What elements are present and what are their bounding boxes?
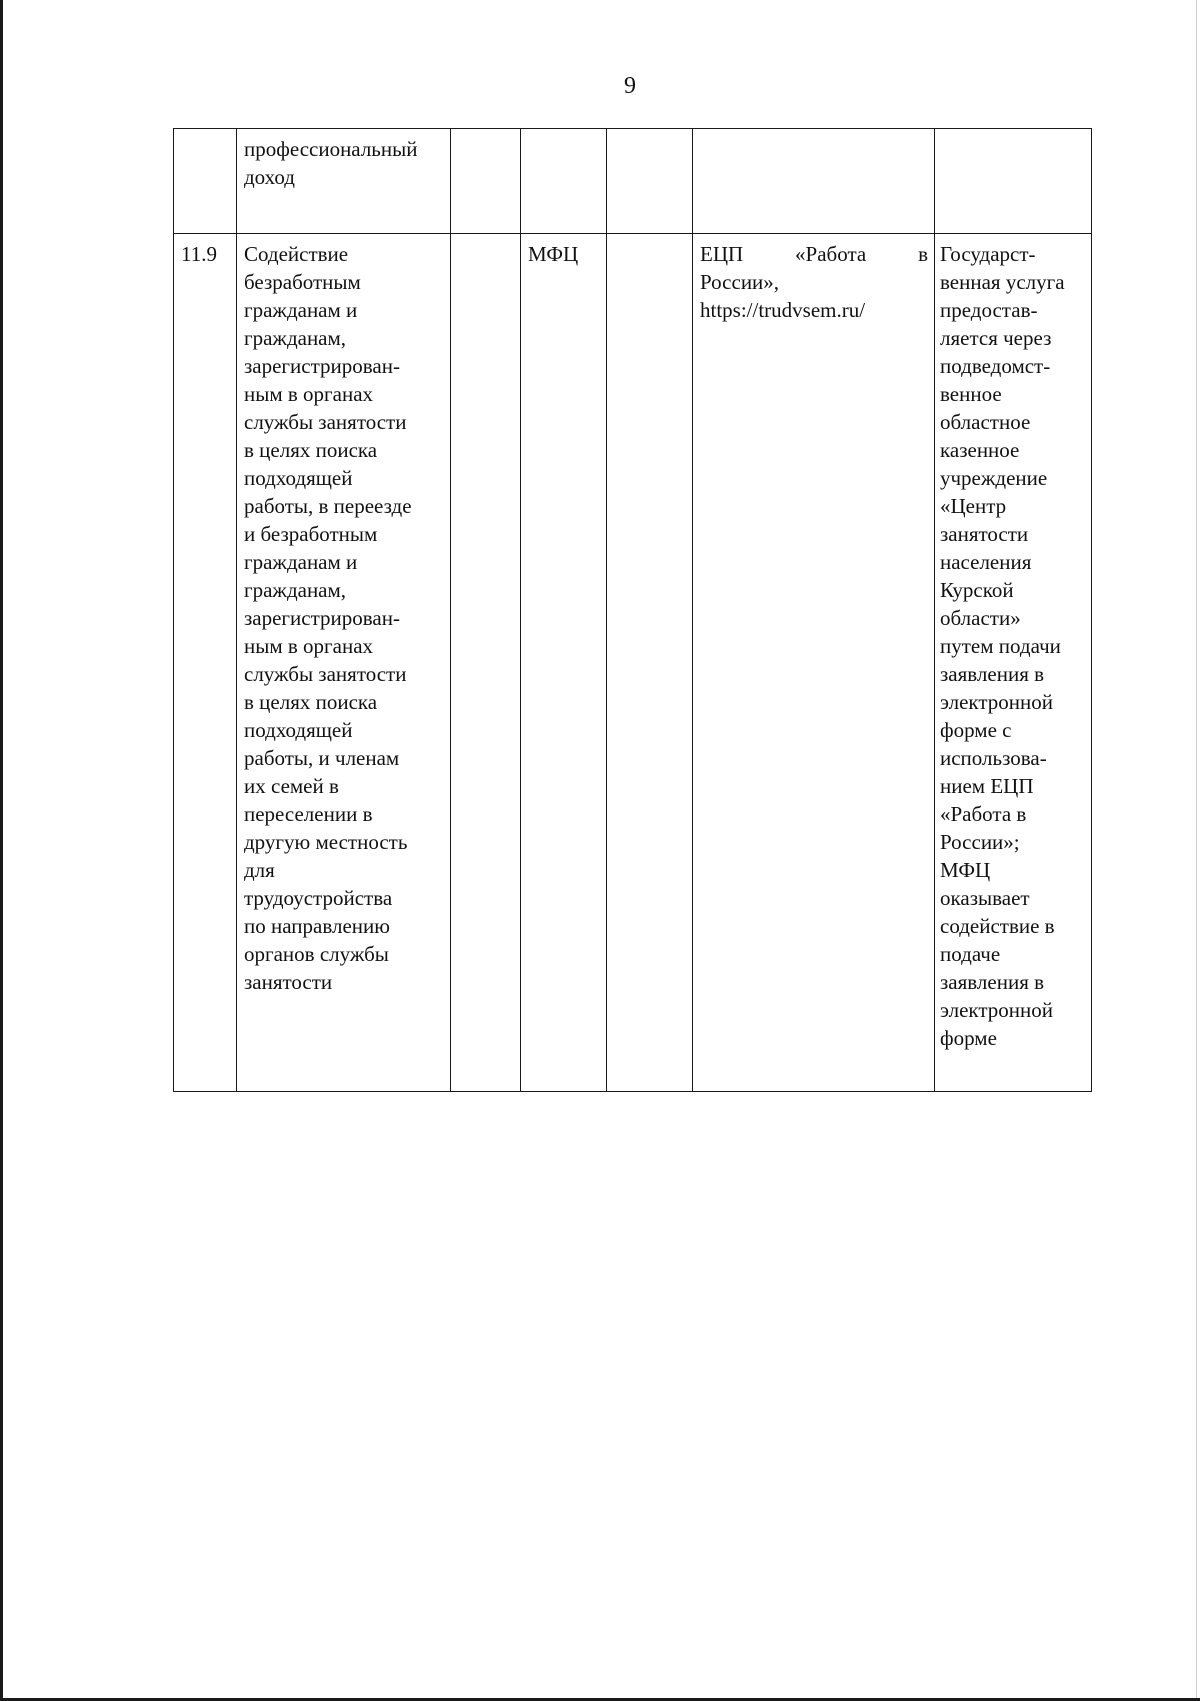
portal-line-1	[700, 240, 928, 268]
scan-edge-right	[1196, 0, 1197, 1701]
scan-edge-left	[0, 0, 3, 1701]
table-row-11-9	[174, 234, 1092, 1092]
portal-word-1: ЕЦП	[700, 242, 744, 266]
cell-service-name	[237, 234, 451, 1092]
page-number: 9	[624, 73, 636, 99]
service-name-text: Содействие безработным гражданам и гражданам, зарегистрирован- ным в органах службы занятости в целях поиска подходящей работы, в переезде и безработным гражданам и гражданам, зарегистрирован- ным в органах службы занятости в целях поиска подходящей работы, и членам их семей в переселении в другую местность для трудоустройства по направлению органов службы занятости	[244, 242, 412, 994]
cell-empty-3	[451, 234, 521, 1092]
portal-word-2: «Работа	[795, 242, 867, 266]
cell-service-name	[237, 129, 451, 234]
note-text: Государст- венная услуга предостав- ляется через подведомст- венное областное казенное учреждение «Центр занятости населения Курской области» путем подачи заявления в электронной форме с использова- нием ЕЦП «Работа в России»; МФЦ оказывает содействие в подаче заявления в электронной форме	[940, 242, 1065, 1050]
cell-number-empty	[174, 129, 237, 234]
cell-portal	[693, 234, 935, 1092]
cell-empty-6	[693, 129, 935, 234]
service-name-text: профессиональный доход	[244, 137, 418, 189]
cell-note	[935, 234, 1092, 1092]
cell-provider	[521, 234, 607, 1092]
provider-text: МФЦ	[528, 242, 579, 266]
services-table	[173, 128, 1092, 1092]
portal-line-2: России»,	[700, 270, 780, 294]
cell-empty-3	[451, 129, 521, 234]
table-row-continuation	[174, 129, 1092, 234]
cell-number	[174, 234, 237, 1092]
cell-empty-7	[935, 129, 1092, 234]
cell-empty-5	[607, 234, 693, 1092]
cell-empty-5	[607, 129, 693, 234]
portal-word-3: в	[918, 242, 928, 266]
row-number: 11.9	[181, 242, 217, 266]
portal-url-link[interactable]: https://trudvsem.ru/	[700, 298, 866, 322]
cell-empty-4	[521, 129, 607, 234]
